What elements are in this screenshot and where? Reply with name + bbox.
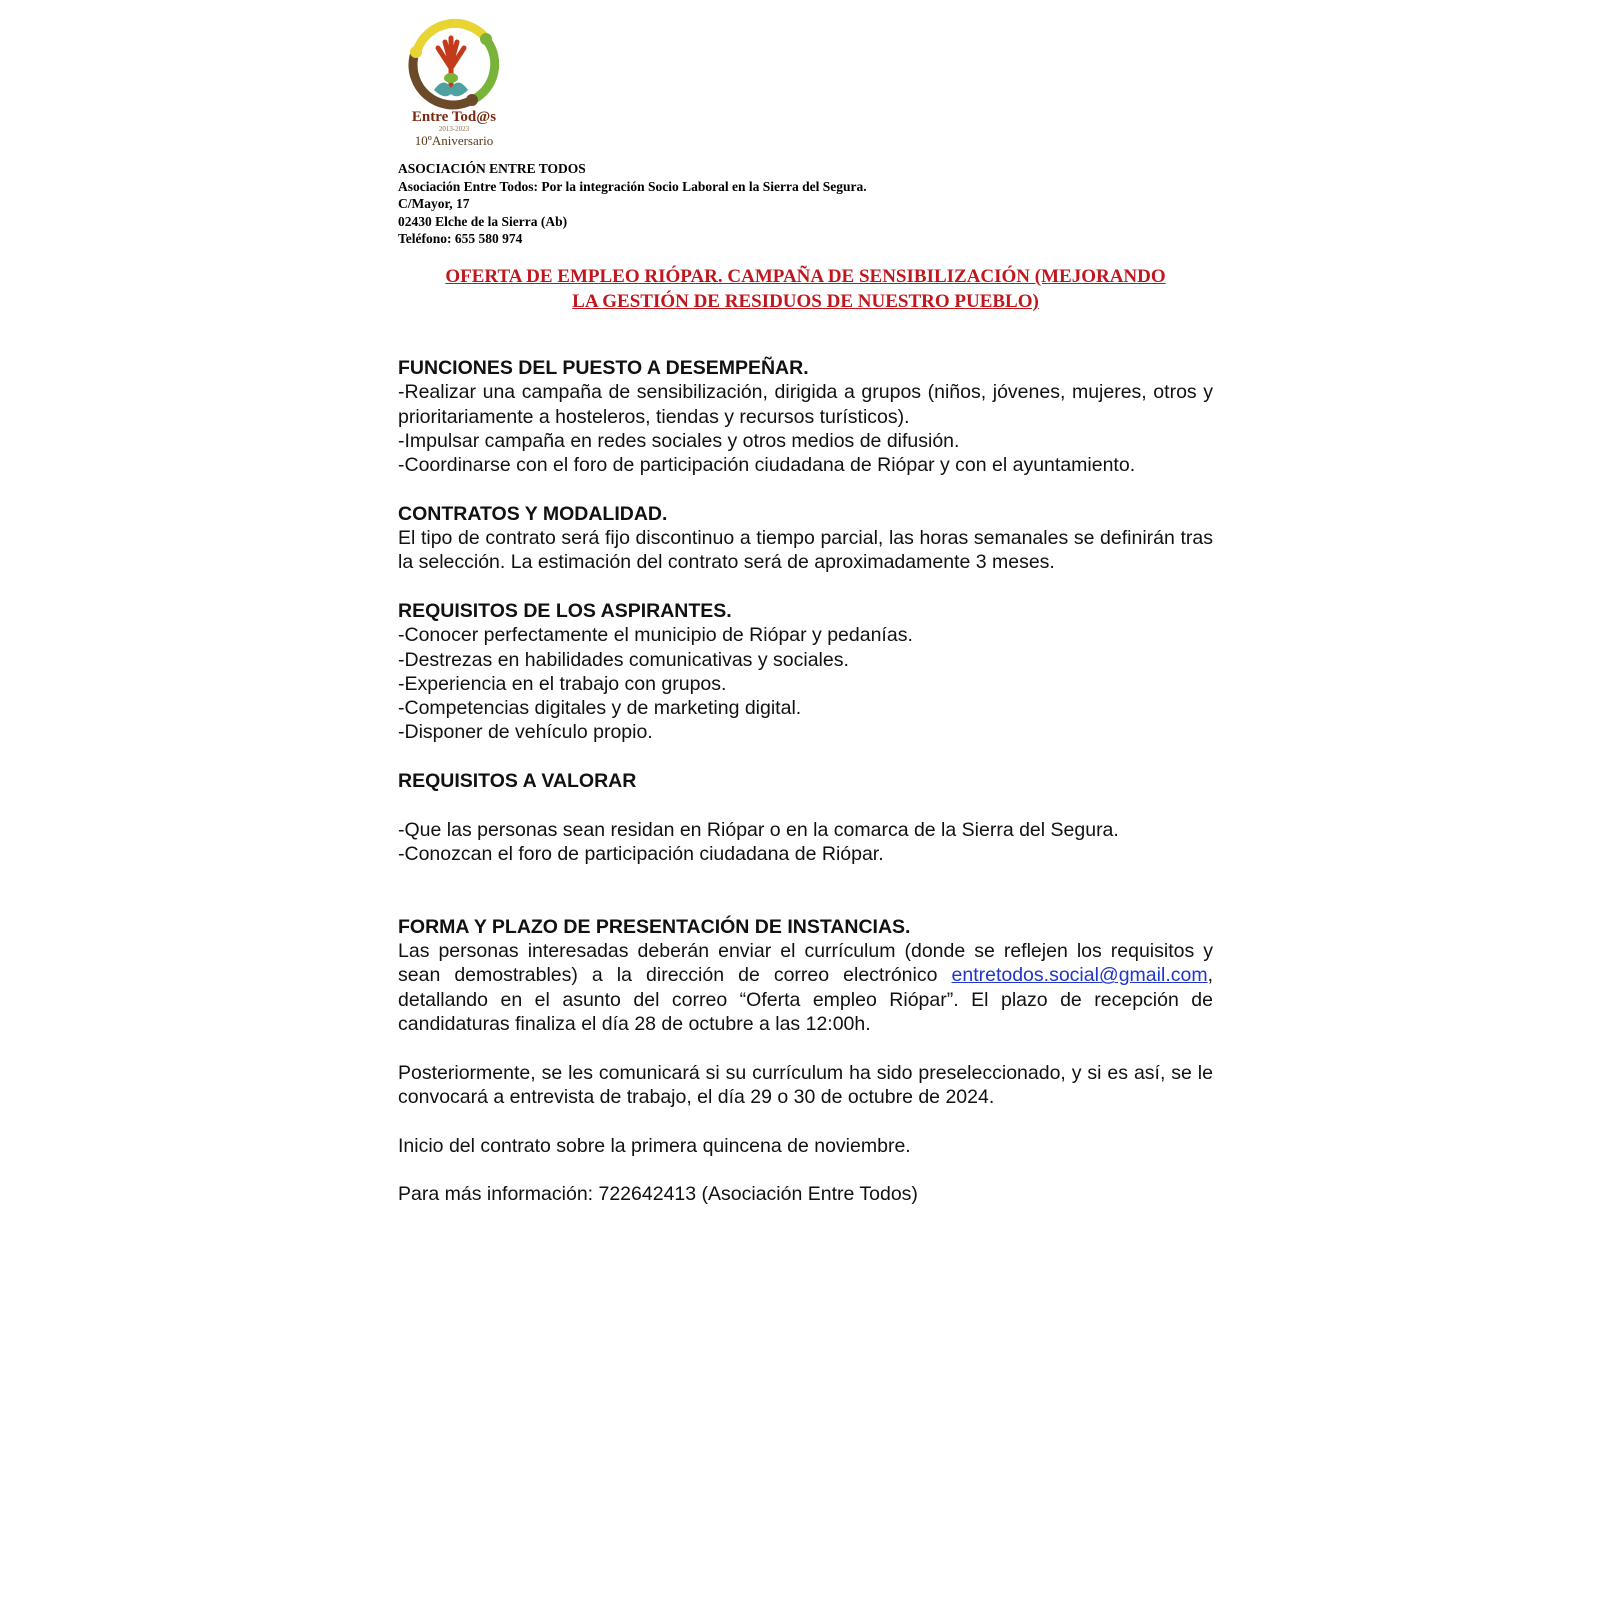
logo-anniversary: 10ºAniversario (414, 133, 494, 148)
contact-info-text: Para más información: 722642413 (Asociación Entre Todos) (398, 1183, 918, 1206)
section-heading-requisitos: REQUISITOS DE LOS ASPIRANTES. (398, 599, 732, 622)
logo-name: Entre Tod@s (411, 109, 497, 125)
list-item: -Coordinarse con el foro de participación ciudadana de Riópar y con el ayuntamiento. (398, 454, 1136, 477)
section-heading-forma: FORMA Y PLAZO DE PRESENTACIÓN DE INSTANCIAS. (398, 915, 911, 938)
org-city: 02430 Elche de la Sierra (Ab) (398, 213, 568, 229)
list-item: -Impulsar campaña en redes sociales y otros medios de difusión. (398, 429, 960, 452)
list-item: -Conozcan el foro de participación ciudadana de Riópar. (398, 842, 884, 865)
offer-title-line-1: OFERTA DE EMPLEO RIÓPAR. CAMPAÑA DE SENSIBILIZACIÓN (MEJORANDO (445, 266, 1166, 287)
section-heading-valorar: REQUISITOS A VALORAR (398, 770, 637, 793)
list-item: -Competencias digitales y de marketing digital. (398, 697, 802, 720)
org-name: ASOCIACIÓN ENTRE TODOS (398, 161, 586, 176)
hands-tree-logo-icon (398, 18, 510, 110)
org-phone: Teléfono: 655 580 974 (398, 231, 523, 246)
list-item: -Disponer de vehículo propio. (398, 721, 653, 744)
document-body (398, 356, 1213, 1206)
email-link[interactable]: entretodos.social@gmail.com (951, 964, 1208, 987)
start-text: Inicio del contrato sobre la primera quincena de noviembre. (398, 1134, 911, 1157)
list-item: -Conocer perfectamente el municipio de Riópar y pedanías. (398, 624, 913, 647)
organization-header (398, 160, 1298, 248)
organization-logo (398, 18, 510, 152)
offer-title-line-2: LA GESTIÓN DE RESIDUOS DE NUESTRO PUEBLO) (572, 291, 1039, 312)
submission-text: Las personas interesadas deberán enviar el currículum (donde se reflejen los requisitos y sean demostrables) a la dirección de correo electrónico entretodos.social@gmail.com, detallando en el asunto del correo “Oferta empleo Riópar”. El plazo de recepción de candidaturas finaliza el día 28 de octubre a las 12:00h. (398, 940, 1213, 1036)
org-tagline: Asociación Entre Todos: Por la integración Socio Laboral en la Sierra del Segura. (398, 178, 867, 194)
org-address: C/Mayor, 17 (398, 196, 470, 211)
list-item: -Experiencia en el trabajo con grupos. (398, 672, 727, 695)
offer-title (398, 264, 1213, 314)
logo-years: 2013-2023 (438, 125, 470, 133)
selection-text: Posteriormente, se les comunicará si su currículum ha sido preseleccionado, y si es así, se le convocará a entrevista de trabajo, el día 29 o 30 de octubre de 2024. (398, 1061, 1213, 1108)
list-item: -Realizar una campaña de sensibilización, dirigida a grupos (niños, jóvenes, mujeres, otros y prioritariamente a hosteleros, tiendas y recursos turísticos). (398, 381, 1213, 428)
section-heading-contratos: CONTRATOS Y MODALIDAD. (398, 502, 668, 525)
list-item: -Que las personas sean residan en Riópar o en la comarca de la Sierra del Segura. (398, 818, 1119, 841)
list-item: -Destrezas en habilidades comunicativas y sociales. (398, 648, 849, 671)
section-heading-funciones: FUNCIONES DEL PUESTO A DESEMPEÑAR. (398, 357, 809, 379)
contract-text: El tipo de contrato será fijo discontinuo a tiempo parcial, las horas semanales se definirán tras la selección. La estimación del contrato será de aproximadamente 3 meses. (398, 527, 1213, 574)
